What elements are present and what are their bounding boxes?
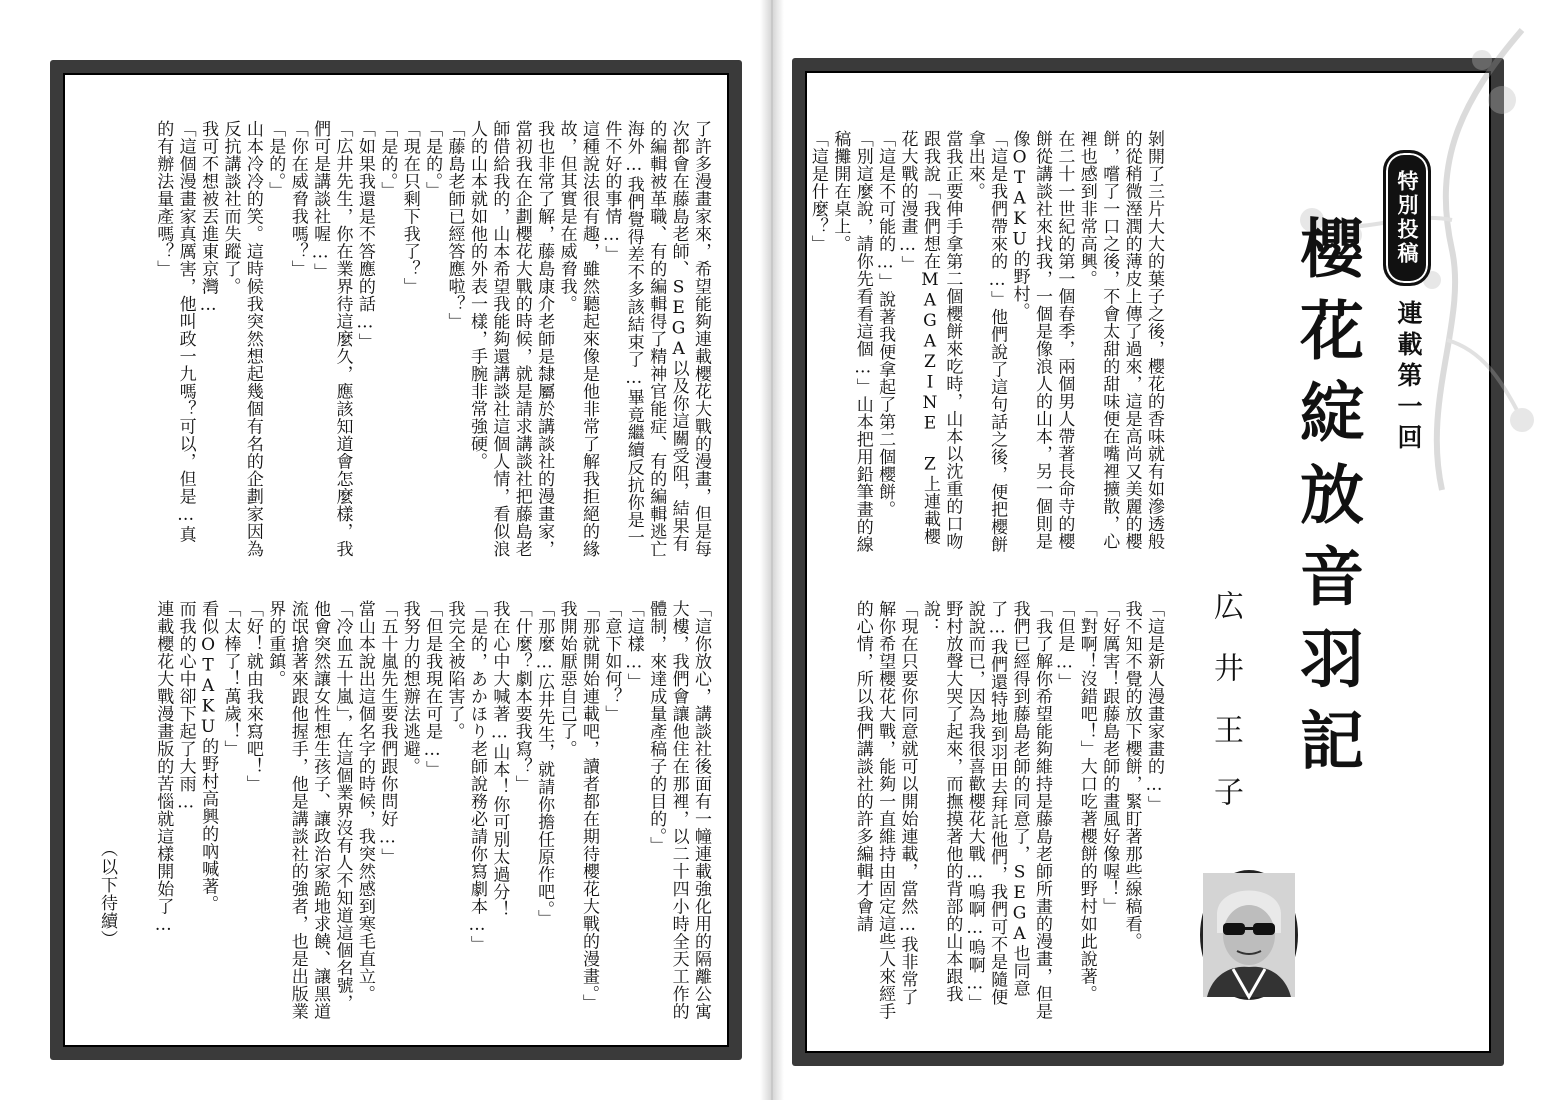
left-page-bottom-text: 「這你放心，講談社後面有一幢連載強化用的隔離公寓大樓，我們會讓他住在那裡，以二十四小時全天工作的體制，來達成量產稿子的目的。」 「這樣…」 「意下如何？」 「那就開始連載吧，讀者都在期待櫻花大戰的漫畫。」 我開始厭惡自己了。 「那麼…広井先生，就請你擔任原作吧。」 「什麼？劇本要我寫？」 我在心中大喊著…山本！你可別太過分！ 「是的，あかほり老師說務必請你寫劇本…」 我完全被陷害了。 「但是我現在可是…」 我努力的想辦法逃避。 「五十嵐先生要我們跟你問好…」 當山本說出這個名字的時候，我突然感到寒毛直立。 「冷血五十嵐」，在這個業界沒有人不知道這個名號，他會突然讓女性想生孩子、讓政治家跪地求饒、讓黑道流氓搶著來跟他握手，他是講談社的強者，也是出版業界的重鎮。 「好！就由我來寫吧！」 「太棒了！萬歲！」 看似OTAKU的野村高興的吶喊著。 而我的心中卻下起了大雨… 連載櫻花大戰漫畫版的苦惱就這樣開始了… (153, 600, 711, 1020)
right-page (772, 0, 1544, 1100)
series-label: 連載第一回 (1394, 300, 1423, 455)
special-contribution-badge: 特別投稿 (1383, 150, 1431, 286)
article-title: 櫻花綻放音羽記 (1289, 215, 1363, 789)
author-portrait-icon (1203, 873, 1295, 997)
author-name: 広井王子 (1208, 590, 1243, 838)
right-page-bottom-text: 「這是新人漫畫家畫的…」 我不知不覺的放下櫻餅，緊盯著那些線稿看。 「好厲害！跟藤島老師的畫風好像喔！」 「對啊！沒錯吧！」大口吃著櫻餅的野村如此說著。 「但是…」 「我了解你希望能夠維持是藤島老師所畫的漫畫，但是我們已經得到藤島老師的同意了，SEGA也同意了…我們還特地到羽田去拜託他們，我們可不是隨便說說而已，因為我很喜歡櫻花大戰…嗚啊…嗚啊…」野村放聲大哭了起來，而撫摸著他的背部的山本跟我說： 「現在只要你同意就可以開始連載，當然…我非常了解你希望櫻花大戰，能夠一直維持由固定這些人來經手的心情，所以我們講談社的許多編輯才會請 (852, 600, 1164, 1020)
to-be-continued: （以下待續） (97, 840, 117, 948)
left-page-top-text: 了許多漫畫家來，希望能夠連載櫻花大戰的漫畫，但是每次都會在藤島老師、SEGA以及你這關受阻，結果有的編輯被革職、有的編輯得了精神官能症、有的編輯逃亡海外…我們覺得差不多該結束了…畢竟繼續反抗你是一件不好的事情…」 這種說法很有趣，雖然聽起來像是他非常了解我拒絕的緣故，但其實是在威脅我。 我也非常了解，藤島康介老師是隸屬於講談社的漫畫家，當初我在企劃櫻花大戰的時候，就是請求講談社把藤島老師借給我的，山本希望我能夠還講談社這個人情，看似浪人的山本就如他的外表一樣，手腕非常強硬。 「藤島老師已經答應啦？」 「是的。」 「現在只剩下我了？」 「是的。」 「如果我還是不答應的話…」 「広井先生，你在業界待這麼久，應該知道會怎麼樣，我們可是講談社喔…」 「你在威脅我嗎？」 「是的。」 山本冷冷的笑。這時候我突然想起幾個有名的企劃家因為反抗講談社而失蹤了。 我可不想被丟進東京灣… 「這個漫畫家真厲害，他叫政一九嗎？可以，但是…真的有辦法量產嗎？」 (153, 120, 711, 558)
author-portrait (1200, 870, 1298, 1000)
right-page-top-text: 剝開了三片大大的葉子之後，櫻花的香味就有如滲透般的從稍微溼潤的薄皮上傳了過來，這是高尚又美麗的櫻餅，嚐了一口之後，不會太甜的甜味便在嘴裡擴散，心裡也感到非常高興。 在二十一世紀的第一個春季，兩個男人帶著長命寺的櫻餅從講談社來找我，一個是像浪人的山本，另一個則是像OTAKU的野村。 「這是我們帶來的…」他們說了這句話之後，便把櫻餅拿出來。 當我正要伸手拿第二個櫻餅來吃時，山本以沈重的口吻跟我說「我們想在MAGAZINE Z上連載櫻花大戰的漫畫…」 「這是不可能的…」說著我便拿起了第二個櫻餅。 「別這麼說，請你先看看這個…」山本把用鉛筆畫的線稿攤開在桌上。 「這是什麼？」 (807, 130, 1164, 553)
